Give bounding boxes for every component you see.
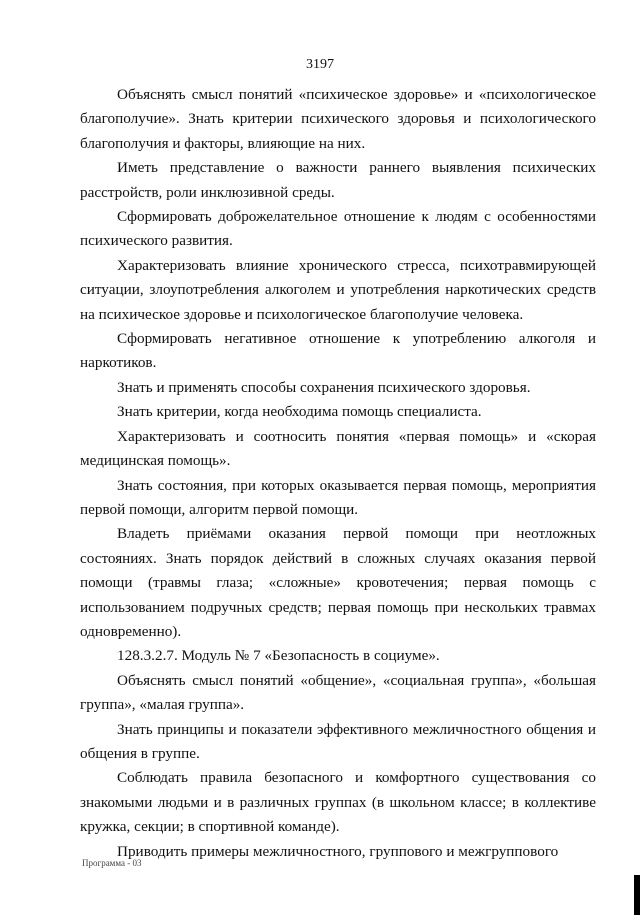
paragraph-2: Иметь представление о важности раннего выявления психических расстройств, роли инклюзивной среды. (80, 159, 596, 201)
scan-edge-mark (634, 875, 640, 915)
paragraph-8: Характеризовать и соотносить понятия «первая помощь» и «скорая медицинская помощь». (80, 427, 596, 470)
page-number: 3197 (306, 57, 334, 72)
paragraph-10: Владеть приёмами оказания первой помощи при неотложных состояниях. Знать порядок действий в сложных случаях оказания первой помощи (травмы глаза; «сложные» кровотечения; первая помощь с использованием подручных средств; первая помощь при нескольких травмах одновременно). (80, 525, 596, 640)
paragraph-4: Характеризовать влияние хронического стресса, психотравмирующей ситуации, злоупотребления алкоголем и употребления наркотических средств на психическое здоровье и психологическое благополучие человека. (80, 256, 596, 323)
paragraph-12: Знать принципы и показатели эффективного межличностного общения и общения в группе. (80, 720, 596, 762)
paragraph-11: Объяснять смысл понятий «общение», «социальная группа», «большая группа», «малая группа». (80, 671, 596, 714)
paragraph-3: Сформировать доброжелательное отношение к людям с особенностями психического развития. (80, 208, 596, 250)
paragraph-1: Объяснять смысл понятий «психическое здоровье» и «психологическое благополучие». Знать критерии психического здоровья и психологического благополучия и факторы, влияющие на них. (80, 86, 596, 152)
paragraph-14: Приводить примеры межличностного, группового и межгруппового (117, 842, 559, 860)
paragraph-6: Знать и применять способы сохранения психического здоровья. (117, 378, 531, 396)
paragraph-13: Соблюдать правила безопасного и комфортного существования со знакомыми людьми и в различных группах (в школьном классе; в коллективе кружка, секции; в спортивной команде). (80, 769, 596, 836)
document-body (80, 83, 596, 864)
section-heading: 128.3.2.7. Модуль № 7 «Безопасность в социуме». (117, 647, 440, 665)
paragraph-9: Знать состояния, при которых оказывается первая помощь, мероприятия первой помощи, алгоритм первой помощи. (80, 476, 596, 518)
footer-note: Программа - 03 (82, 858, 142, 868)
paragraph-7: Знать критерии, когда необходима помощь специалиста. (117, 403, 482, 421)
paragraph-5: Сформировать негативное отношение к употреблению алкоголя и наркотиков. (80, 330, 596, 372)
